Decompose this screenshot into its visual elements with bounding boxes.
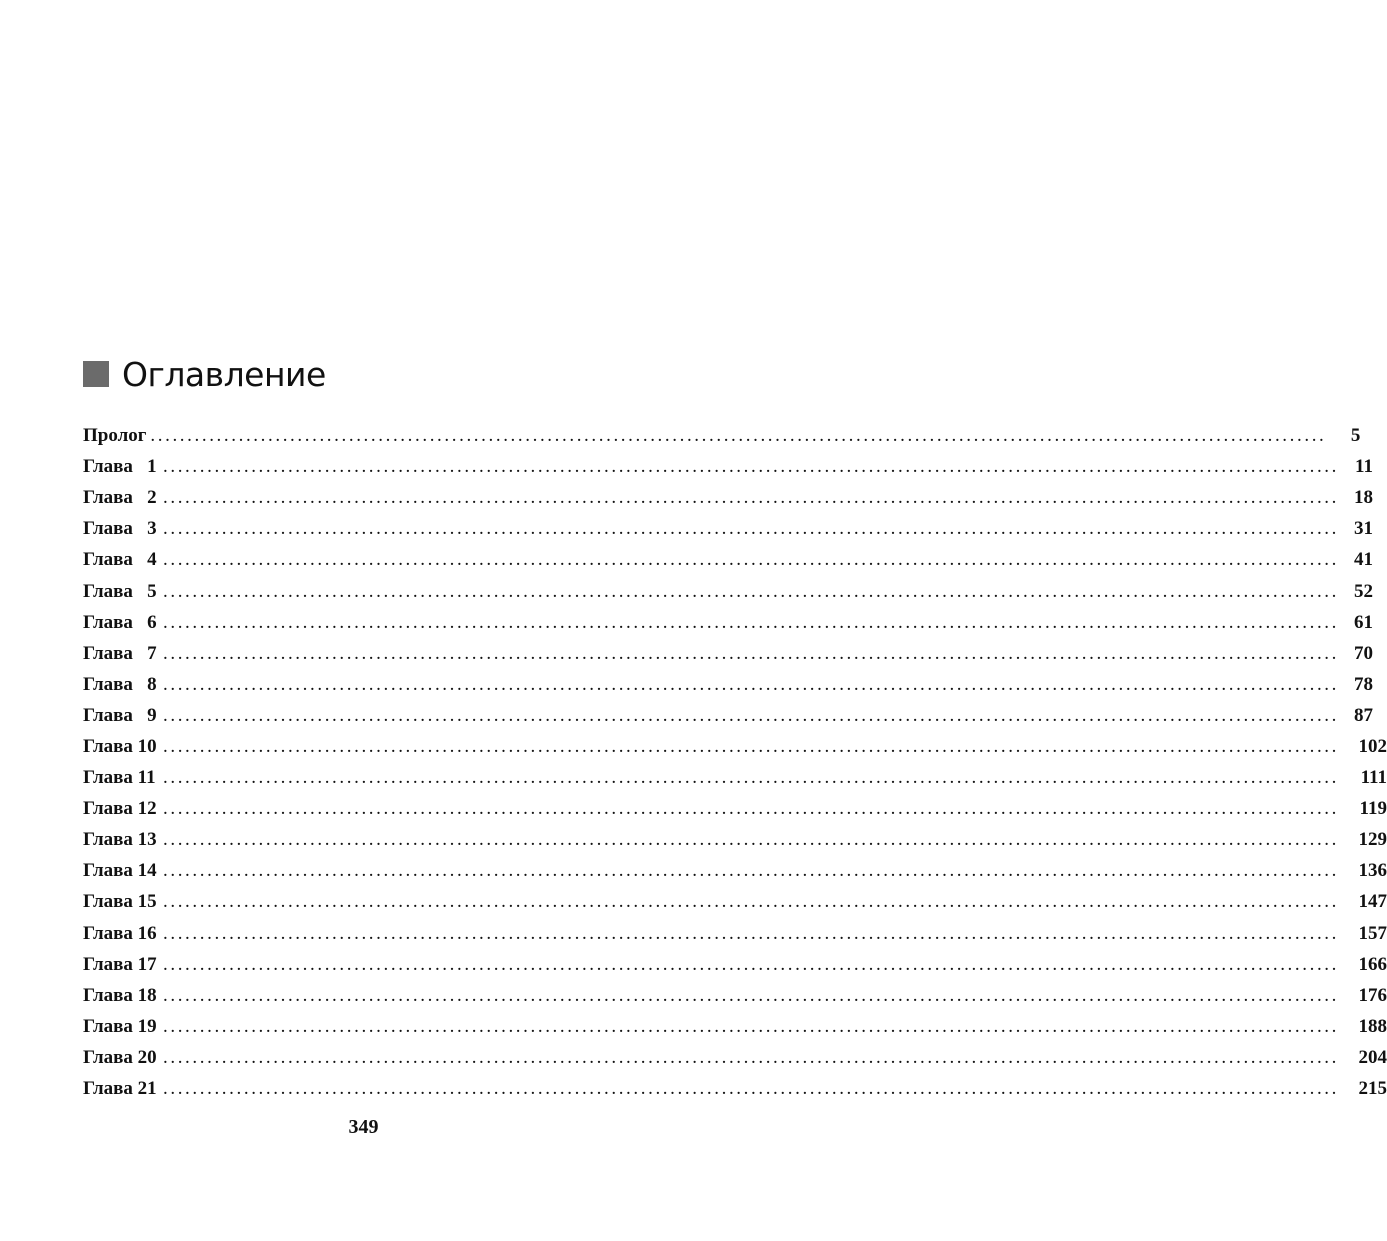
toc-entry-page: 78	[1354, 673, 1373, 695]
toc-entry-page: 31	[1354, 518, 1373, 540]
dot-leader: ................................................................................................................................................................	[163, 922, 1339, 944]
toc-entry-title: Глава 8	[83, 673, 157, 695]
toc-entry-chapter-10[interactable]	[83, 731, 1387, 762]
toc-entry-page: 166	[1358, 953, 1387, 975]
toc-entry-page: 41	[1354, 549, 1373, 571]
dot-leader: ................................................................................................................................................................	[163, 953, 1339, 975]
toc-entry-title: Глава 19	[83, 1015, 157, 1037]
toc-entry-page: 70	[1354, 642, 1373, 664]
toc-entry-chapter-17[interactable]	[83, 949, 1387, 980]
toc-entry-chapter-7[interactable]	[83, 638, 1373, 669]
toc-entry-title: Глава 7	[83, 642, 157, 664]
toc-entry-page: 61	[1354, 611, 1373, 633]
toc-entry-page: 188	[1358, 1015, 1387, 1037]
toc-entry-page: 147	[1358, 891, 1387, 913]
toc-entry-page: 87	[1354, 704, 1373, 726]
dot-leader: ................................................................................................................................................................	[163, 487, 1339, 509]
dot-leader: ................................................................................................................................................................	[163, 549, 1339, 571]
dot-leader: ................................................................................................................................................................	[163, 673, 1339, 695]
toc-entry-page: 176	[1358, 984, 1387, 1006]
dot-leader: ................................................................................................................................................................	[163, 580, 1339, 602]
toc-entry-page: 102	[1358, 735, 1387, 757]
toc-entry-title: Глава 9	[83, 704, 157, 726]
toc-entry-title: Глава 12	[83, 798, 157, 820]
dot-leader: ................................................................................................................................................................	[163, 891, 1339, 913]
dot-leader: ................................................................................................................................................................	[163, 829, 1339, 851]
toc-entry-chapter-12[interactable]	[83, 793, 1387, 824]
toc-entry-title: Глава 5	[83, 580, 157, 602]
toc-entry-chapter-4[interactable]	[83, 544, 1373, 575]
toc-entry-chapter-5[interactable]	[83, 575, 1373, 606]
toc-entry-chapter-21[interactable]	[83, 1073, 1387, 1104]
toc-list	[83, 420, 1387, 1104]
toc-entry-chapter-16[interactable]	[83, 918, 1387, 949]
toc-entry-page: 18	[1354, 487, 1373, 509]
toc-entry-page: 129	[1358, 829, 1387, 851]
toc-entry-page: 157	[1358, 922, 1387, 944]
toc-entry-prologue[interactable]	[83, 420, 1361, 451]
toc-entry-page: 204	[1358, 1046, 1387, 1068]
toc-entry-title: Глава 20	[83, 1046, 157, 1068]
toc-entry-title: Глава 6	[83, 611, 157, 633]
dot-leader: ................................................................................................................................................................	[163, 735, 1339, 757]
toc-entry-page: 136	[1358, 860, 1387, 882]
toc-entry-title: Глава 13	[83, 829, 157, 851]
toc-entry-page: 119	[1359, 798, 1387, 820]
toc-entry-title: Глава 18	[83, 984, 157, 1006]
page-number: 349	[348, 1116, 379, 1138]
toc-entry-title: Глава 3	[83, 518, 157, 540]
toc-entry-chapter-14[interactable]	[83, 855, 1387, 886]
toc-entry-title: Глава 11	[83, 767, 156, 789]
dot-leader: ................................................................................................................................................................	[163, 1078, 1339, 1100]
toc-entry-title: Глава 16	[83, 922, 157, 944]
dot-leader: ................................................................................................................................................................	[163, 611, 1339, 633]
dot-leader: ................................................................................................................................................................	[163, 798, 1339, 820]
toc-heading-text: Оглавление	[122, 354, 326, 394]
dot-leader: ................................................................................................................................................................	[163, 767, 1339, 789]
toc-entry-title: Глава 15	[83, 891, 157, 913]
toc-entry-chapter-2[interactable]	[83, 482, 1373, 513]
toc-entry-chapter-19[interactable]	[83, 1011, 1387, 1042]
dot-leader: ................................................................................................................................................................	[163, 518, 1339, 540]
toc-entry-title: Глава 21	[83, 1078, 157, 1100]
toc-entry-page: 11	[1355, 456, 1373, 478]
toc-entry-page: 215	[1358, 1078, 1387, 1100]
toc-entry-title: Глава 2	[83, 487, 157, 509]
toc-entry-chapter-13[interactable]	[83, 824, 1387, 855]
toc-entry-chapter-18[interactable]	[83, 980, 1387, 1011]
toc-entry-title: Глава 17	[83, 953, 157, 975]
toc-heading	[83, 352, 326, 396]
heading-square-icon	[83, 361, 109, 387]
toc-entry-title: Глава 10	[83, 735, 157, 757]
dot-leader: ................................................................................................................................................................	[163, 984, 1339, 1006]
dot-leader: ................................................................................................................................................................	[163, 1046, 1339, 1068]
toc-entry-title: Глава 4	[83, 549, 157, 571]
dot-leader: ................................................................................................................................................................	[163, 704, 1339, 726]
toc-entry-chapter-8[interactable]	[83, 669, 1373, 700]
toc-entry-page: 5	[1350, 425, 1361, 447]
toc-entry-page: 52	[1354, 580, 1373, 602]
dot-leader: ................................................................................................................................................................	[150, 425, 1327, 447]
toc-entry-chapter-3[interactable]	[83, 513, 1373, 544]
dot-leader: ................................................................................................................................................................	[163, 1015, 1339, 1037]
toc-entry-chapter-9[interactable]	[83, 700, 1373, 731]
toc-entry-title: Глава 14	[83, 860, 157, 882]
toc-entry-chapter-15[interactable]	[83, 886, 1387, 917]
toc-entry-title: Пролог	[83, 425, 147, 447]
toc-entry-chapter-20[interactable]	[83, 1042, 1387, 1073]
dot-leader: ................................................................................................................................................................	[163, 860, 1339, 882]
toc-entry-chapter-1[interactable]	[83, 451, 1373, 482]
toc-entry-chapter-11[interactable]	[83, 762, 1387, 793]
toc-entry-page: 111	[1360, 767, 1387, 789]
dot-leader: ................................................................................................................................................................	[163, 456, 1339, 478]
toc-entry-chapter-6[interactable]	[83, 607, 1373, 638]
toc-entry-title: Глава 1	[83, 456, 157, 478]
dot-leader: ................................................................................................................................................................	[163, 642, 1339, 664]
